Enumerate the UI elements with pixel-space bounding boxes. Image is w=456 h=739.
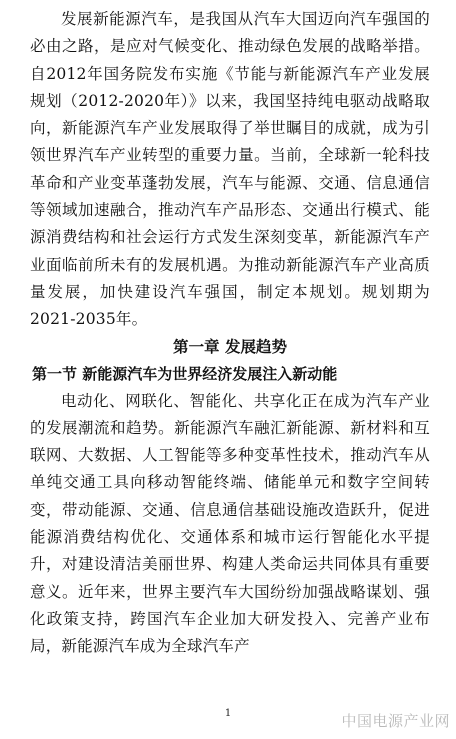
body-paragraph: 电动化、网联化、智能化、共享化正在成为汽车产业的发展潮流和趋势。新能源汽车融汇新能源、新材料和互联网、大数据、人工智能等多种变革性技术，推动汽车从单纯交通工具向移动智能终端、储能单元和数字空间转变，带动能源、交通、信息通信基础设施改造跃升，促进能源消费结构优化、交通体系和城市运行智能化水平提升，对建设清洁美丽世界、构建人类命运共同体具有重要意义。近年来，世界主要汽车大国纷纷加强战略谋划、强化政策支持，跨国汽车企业加大研发投入、完善产业布局，新能源汽车成为全球汽车产 (30, 391, 430, 656)
intro-paragraph: 发展新能源汽车，是我国从汽车大国迈向汽车强国的必由之路，是应对气候变化、推动绿色发展的战略举措。自2012年国务院发布实施《节能与新能源汽车产业发展规划（2012-2020年）》以来，我国坚持纯电驱动战略取向，新能源汽车产业发展取得了举世瞩目的成就，成为引领世界汽车产业转型的重要力量。当前，全球新一轮科技革命和产业变革蓬勃发展，汽车与能源、交通、信息通信等领域加速融合，推动汽车产品形态、交通出行模式、能源消费结构和社会运行方式发生深刻变革，新能源汽车产业面临前所未有的发展机遇。为推动新能源汽车产业高质量发展，加快建设汽车强国，制定本规划。规划期为2021-2035年。 (30, 10, 430, 329)
section-title: 第一节 新能源汽车为世界经济发展注入新动能 (32, 364, 338, 383)
site-watermark: 中国电源产业网 (341, 712, 450, 730)
page-number: 1 (224, 708, 232, 719)
chapter-title: 第一章 发展趋势 (173, 337, 287, 356)
